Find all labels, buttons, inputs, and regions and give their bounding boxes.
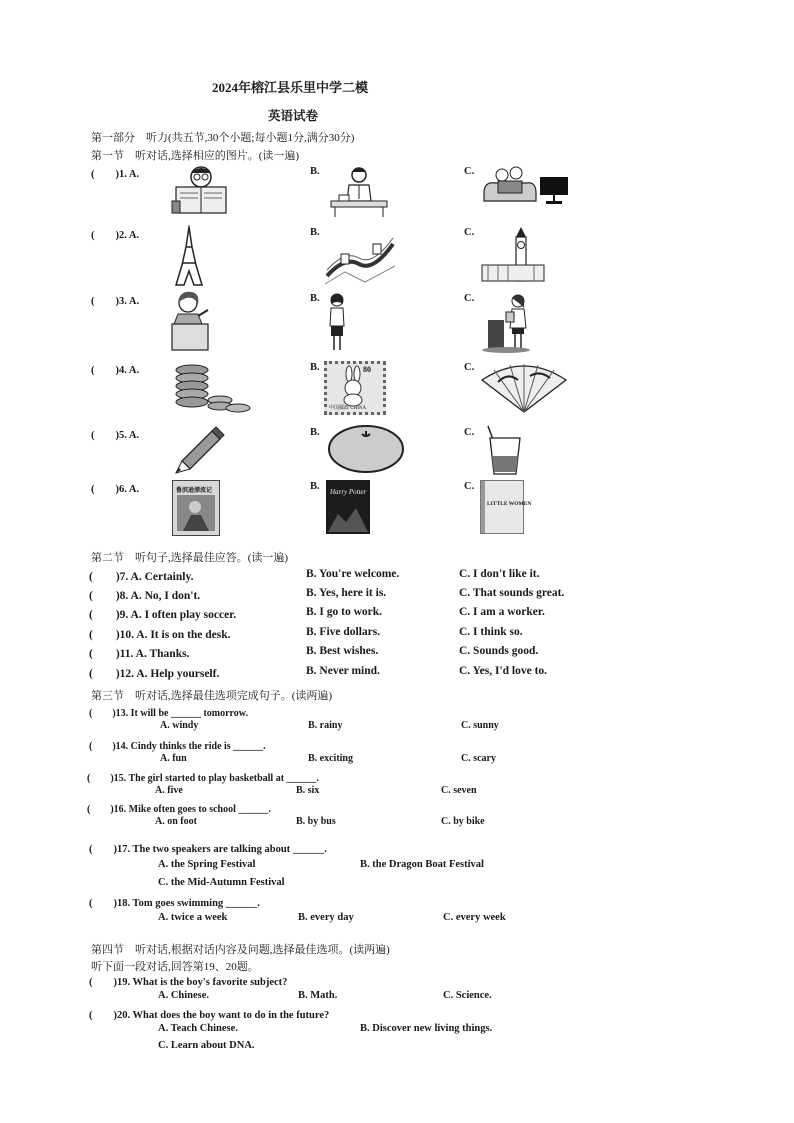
drink-cup-image — [482, 424, 526, 476]
part1-header: 第一部分 听力(共五节,30个小题;每小题1分,满分30分) — [91, 132, 355, 144]
q5-b-label: B. — [310, 427, 320, 438]
book3-title: LITTLE WOMEN — [487, 501, 532, 507]
q19-b: B. Math. — [298, 990, 338, 1001]
folding-fan-image — [478, 362, 570, 414]
q18-c: C. every week — [443, 912, 506, 923]
q5-c-label: C. — [464, 427, 475, 438]
section4-header: 第四节 听对话,根据对话内容及问题,选择最佳选项。(读两遍) — [91, 944, 390, 956]
man-reading-newspaper-image — [170, 163, 232, 219]
q12-b: B. Never mind. — [306, 665, 380, 677]
q12-c: C. Yes, I'd love to. — [459, 665, 548, 677]
q17-stem: ( )17. The two speakers are talking about ______. — [89, 844, 327, 855]
q7-a: ( )7. A. Certainly. — [89, 571, 194, 583]
q11-c: C. Sounds good. — [459, 645, 539, 657]
q14-b: B. exciting — [308, 753, 353, 764]
q1-b-label: B. — [310, 166, 320, 177]
q8-b: B. Yes, here it is. — [306, 587, 387, 599]
teacher-at-podium-image — [168, 290, 212, 352]
q2-c-label: C. — [464, 227, 475, 238]
q16-b: B. by bus — [296, 816, 336, 827]
exam-title: 2024年榕江县乐里中学二模 — [212, 80, 369, 95]
q20-a: A. Teach Chinese. — [158, 1023, 238, 1034]
book2-cover-art-icon — [328, 502, 368, 532]
q1-label: ( )1. A. — [91, 169, 140, 180]
q13-a: A. windy — [160, 720, 199, 731]
coins-image — [170, 362, 252, 416]
q17-b: B. the Dragon Boat Festival — [360, 859, 484, 870]
q14-stem: ( )14. Cindy thinks the ride is ______. — [89, 741, 266, 752]
book-robinson-crusoe-image — [172, 480, 220, 536]
q20-c: C. Learn about DNA. — [158, 1040, 255, 1051]
q10-c: C. I think so. — [459, 626, 523, 638]
stamp-image — [324, 361, 386, 415]
q4-label: ( )4. A. — [91, 365, 140, 376]
q6-label: ( )6. A. — [91, 484, 140, 495]
eiffel-tower-image — [172, 225, 206, 287]
q11-a: ( )11. A. Thanks. — [89, 648, 190, 660]
book2-title: Harry Potter — [330, 488, 367, 496]
q18-b: B. every day — [298, 912, 354, 923]
q15-b: B. six — [296, 785, 320, 796]
q11-b: B. Best wishes. — [306, 645, 379, 657]
big-ben-image — [478, 225, 548, 285]
q3-b-label: B. — [310, 293, 320, 304]
q4-c-label: C. — [464, 362, 475, 373]
q5-label: ( )5. A. — [91, 430, 140, 441]
q3-c-label: C. — [464, 293, 475, 304]
section3-header: 第三节 听对话,选择最佳选项完成句子。(读两遍) — [91, 690, 333, 702]
q20-stem: ( )20. What does the boy want to do in the future? — [89, 1010, 330, 1021]
q10-a: ( )10. A. It is on the desk. — [89, 629, 231, 641]
man-at-desk-image — [325, 163, 393, 219]
woman-standing-image — [324, 292, 350, 354]
book1-cover-art-icon — [177, 495, 215, 531]
section1-header: 第一节 听对话,选择相应的图片。(读一遍) — [91, 150, 300, 162]
q13-stem: ( )13. It will be ______ tomorrow. — [89, 708, 248, 719]
section4-intro: 听下面一段对话,回答第19、20题。 — [91, 961, 259, 973]
exam-subtitle: 英语试卷 — [268, 109, 319, 123]
q10-b: B. Five dollars. — [306, 626, 381, 638]
q14-a: A. fun — [160, 753, 187, 764]
q16-c: C. by bike — [441, 816, 485, 827]
pencil-image — [172, 425, 226, 475]
q2-b-label: B. — [310, 227, 320, 238]
q6-b-label: B. — [310, 481, 320, 492]
q12-a: ( )12. A. Help yourself. — [89, 668, 220, 680]
q16-a: A. on foot — [155, 816, 197, 827]
q15-stem: ( )15. The girl started to play basketball at ______. — [87, 773, 320, 784]
q20-b: B. Discover new living things. — [360, 1023, 493, 1034]
q7-c: C. I don't like it. — [459, 568, 540, 580]
stamp-value: 80 — [363, 365, 371, 374]
orange-image — [326, 424, 406, 474]
q17-a: A. the Spring Festival — [158, 859, 256, 870]
q14-c: C. scary — [461, 753, 496, 764]
family-watching-tv-image — [480, 163, 572, 209]
q4-b-label: B. — [310, 362, 320, 373]
q19-c: C. Science. — [443, 990, 492, 1001]
q9-c: C. I am a worker. — [459, 606, 545, 618]
q13-b: B. rainy — [308, 720, 343, 731]
great-wall-image — [325, 226, 395, 286]
q9-a: ( )9. A. I often play soccer. — [89, 609, 237, 621]
book1-title: 鲁滨逊漂流记 — [176, 488, 213, 494]
q13-c: C. sunny — [461, 720, 499, 731]
q7-b: B. You're welcome. — [306, 568, 400, 580]
q17-c: C. the Mid-Autumn Festival — [158, 877, 285, 888]
q19-a: A. Chinese. — [158, 990, 210, 1001]
q9-b: B. I go to work. — [306, 606, 383, 618]
q18-stem: ( )18. Tom goes swimming ______. — [89, 898, 260, 909]
q15-a: A. five — [155, 785, 183, 796]
q8-c: C. That sounds great. — [459, 587, 565, 599]
q18-a: A. twice a week — [158, 912, 228, 923]
q16-stem: ( )16. Mike often goes to school ______. — [87, 804, 271, 815]
q8-a: ( )8. A. No, I don't. — [89, 590, 201, 602]
book-little-women-image — [480, 480, 532, 534]
book3-spine — [481, 481, 485, 533]
woman-reading-image — [480, 292, 538, 354]
q6-c-label: C. — [464, 481, 475, 492]
stamp-country: 中国邮政 CHINA — [329, 406, 367, 411]
q3-label: ( )3. A. — [91, 296, 140, 307]
book-harry-potter-image — [326, 480, 370, 534]
section2-header: 第二节 听句子,选择最佳应答。(读一遍) — [91, 552, 289, 564]
q15-c: C. seven — [441, 785, 477, 796]
q19-stem: ( )19. What is the boy's favorite subject? — [89, 977, 288, 988]
q2-label: ( )2. A. — [91, 230, 140, 241]
q1-c-label: C. — [464, 166, 475, 177]
